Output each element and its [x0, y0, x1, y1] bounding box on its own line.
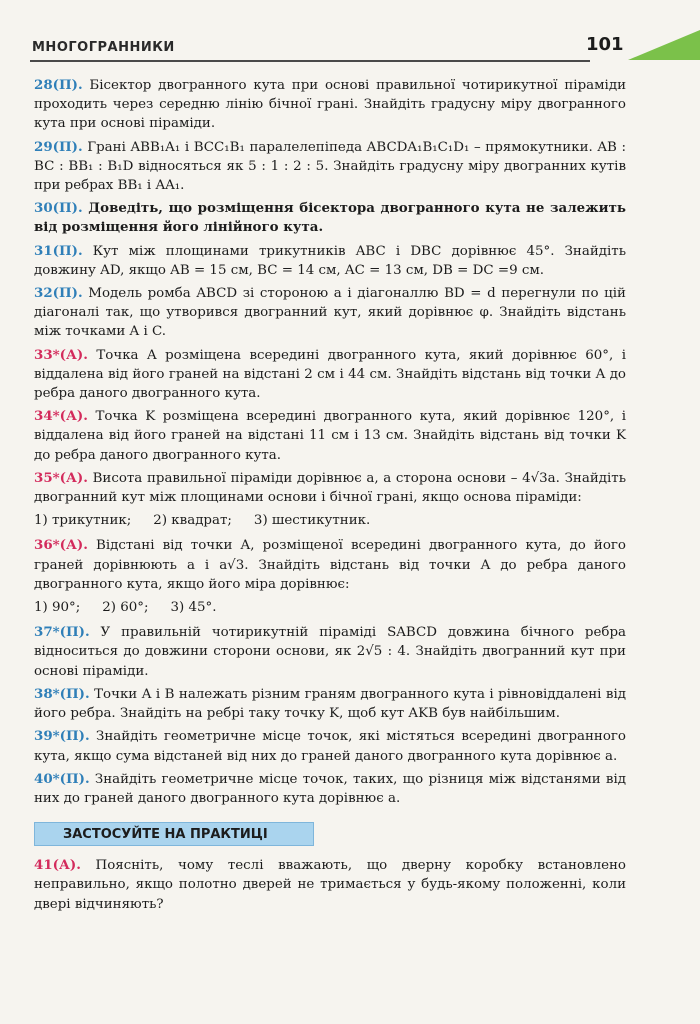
problem-number: 30(П).: [34, 200, 83, 217]
problem-number: 33*(А).: [34, 346, 88, 363]
problem-number: 41(А).: [34, 857, 81, 874]
problem-number: 40*(П).: [34, 770, 90, 787]
problem-33: [34, 346, 626, 404]
problem-text: Відстані від точки A, розміщеної всередині двогранного кута, до його граней дорівнюють a і a√3. Знайдіть відстань від точки A до ребра даного двогранного кута, якщо його міра дорівнює:: [34, 538, 626, 592]
problem-text: Висота правильної піраміди дорівнює a, а сторона основи – 4√3a. Знайдіть двогранний кут між площинами основи і бічної грані, якщо основа піраміди:: [34, 470, 626, 506]
problem-32: [34, 284, 626, 342]
header-rule: [30, 60, 590, 62]
option: 2) квадрат;: [153, 513, 232, 529]
problem-28: [34, 76, 626, 134]
problem-text: У правильній чотирикутній піраміді SABCD довжина бічного ребра відноситься до довжини сторони основи, як 2√5 : 4. Знайдіть двогранний кут при основі піраміди.: [34, 625, 627, 679]
problem-text: Знайдіть геометричне місце точок, які містяться всередині двогранного кута, якщо сума відстаней від них до граней даного двогранного кута дорівнює a.: [34, 729, 626, 764]
problem-text: Поясніть, чому теслі вважають, що дверну коробку встановлено неправильно, якщо полотно дверей не тримається у будь-якому положенні, коли двері відчиняють?: [34, 858, 626, 912]
problem-number: 34*(А).: [34, 408, 88, 425]
problem-number: 36*(А).: [34, 537, 88, 554]
problem-number: 32(П).: [34, 285, 83, 302]
problem-text: Точки A і B належать різним граням двогранного кута і рівновіддалені від його ребра. Знайдіть на ребрі таку точку K, щоб кут AKB був найбільшим.: [34, 686, 626, 722]
problem-number: 35*(А).: [34, 469, 88, 486]
problem-number: 37*(П).: [34, 624, 90, 641]
problem-list: [34, 76, 626, 918]
problem-36: [34, 536, 626, 594]
page-header: [0, 0, 700, 62]
option: 3) 45°.: [170, 600, 217, 616]
problem-text: Доведіть, що розміщення бісектора двогранного кута не залежить від розміщення його лінійного кута.: [34, 200, 626, 236]
problem-text: Грані ABB₁A₁ і BCC₁B₁ паралелепіпеда ABCDA₁B₁C₁D₁ – прямокутники. AB : BC : BB₁ : B₁D відносяться як 5 : 1 : 2 : 5. Знайдіть градусну міру двогранних кутів при ребрах BB₁ і AA₁.: [34, 139, 626, 194]
problem-31: [34, 242, 626, 280]
problem-text: Бісектор двогранного кута при основі правильної чотирикутної піраміди проходить через середню лінію бічної грані. Знайдіть градусну міру двогранного кута при основі піраміди.: [34, 78, 626, 132]
option: 3) шестикутник.: [253, 513, 371, 529]
option: 1) трикутник;: [34, 513, 132, 529]
problem-36-options: [34, 598, 626, 617]
problem-text: Знайдіть геометричне місце точок, таких, що різниця між відстанями від них до граней даного двогранного кута дорівнює a.: [34, 771, 626, 806]
problem-text: Точка K розміщена всередині двогранного кута, який дорівнює 120°, і віддалена від його граней на відстані 11 см і 13 см. Знайдіть відстань від точки K до ребра даного двогранного кута.: [34, 409, 626, 463]
problem-number: 29(П).: [34, 138, 83, 155]
green-corner-tab: [628, 30, 700, 60]
problem-35-options: [34, 511, 626, 530]
problem-text: Точка A розміщена всередині двогранного кута, який дорівнює 60°, і віддалена від його граней на відстані 2 см і 44 см. Знайдіть відстань від точки A до ребра даного двогранного кута.: [34, 347, 626, 402]
problem-number: 39*(П).: [34, 728, 90, 745]
problem-number: 38*(П).: [34, 685, 90, 702]
problem-number: 28(П).: [34, 77, 83, 93]
page-number: 101: [586, 34, 624, 55]
problem-40: [34, 770, 626, 808]
option: 1) 90°;: [34, 600, 81, 616]
problem-number: 31(П).: [34, 242, 83, 259]
problem-34: [34, 407, 626, 465]
problem-41: [34, 856, 626, 914]
problem-35: [34, 469, 626, 507]
problem-38: [34, 685, 626, 723]
problem-text: Кут між площинами трикутників ABC і DBC дорівнює 45°. Знайдіть довжину AD, якщо AB = 15 см, BC = 14 см, AC = 13 см, DB = DC =9 см.: [34, 243, 626, 278]
problem-30: [34, 199, 626, 237]
option: 2) 60°;: [102, 600, 149, 616]
running-title: МНОГОГРАННИКИ: [32, 40, 175, 55]
problem-37: [34, 623, 626, 681]
problem-29: [34, 138, 626, 196]
problem-text: Модель ромба ABCD зі стороною a і діагоналлю BD = d перегнули по цій діагоналі так, що утворився двогранний кут, який дорівнює φ. Знайдіть відстань між точками A і C.: [34, 286, 626, 340]
section-banner-practice: ЗАСТОСУЙТЕ НА ПРАКТИЦІ: [34, 822, 314, 846]
problem-39: [34, 727, 626, 765]
